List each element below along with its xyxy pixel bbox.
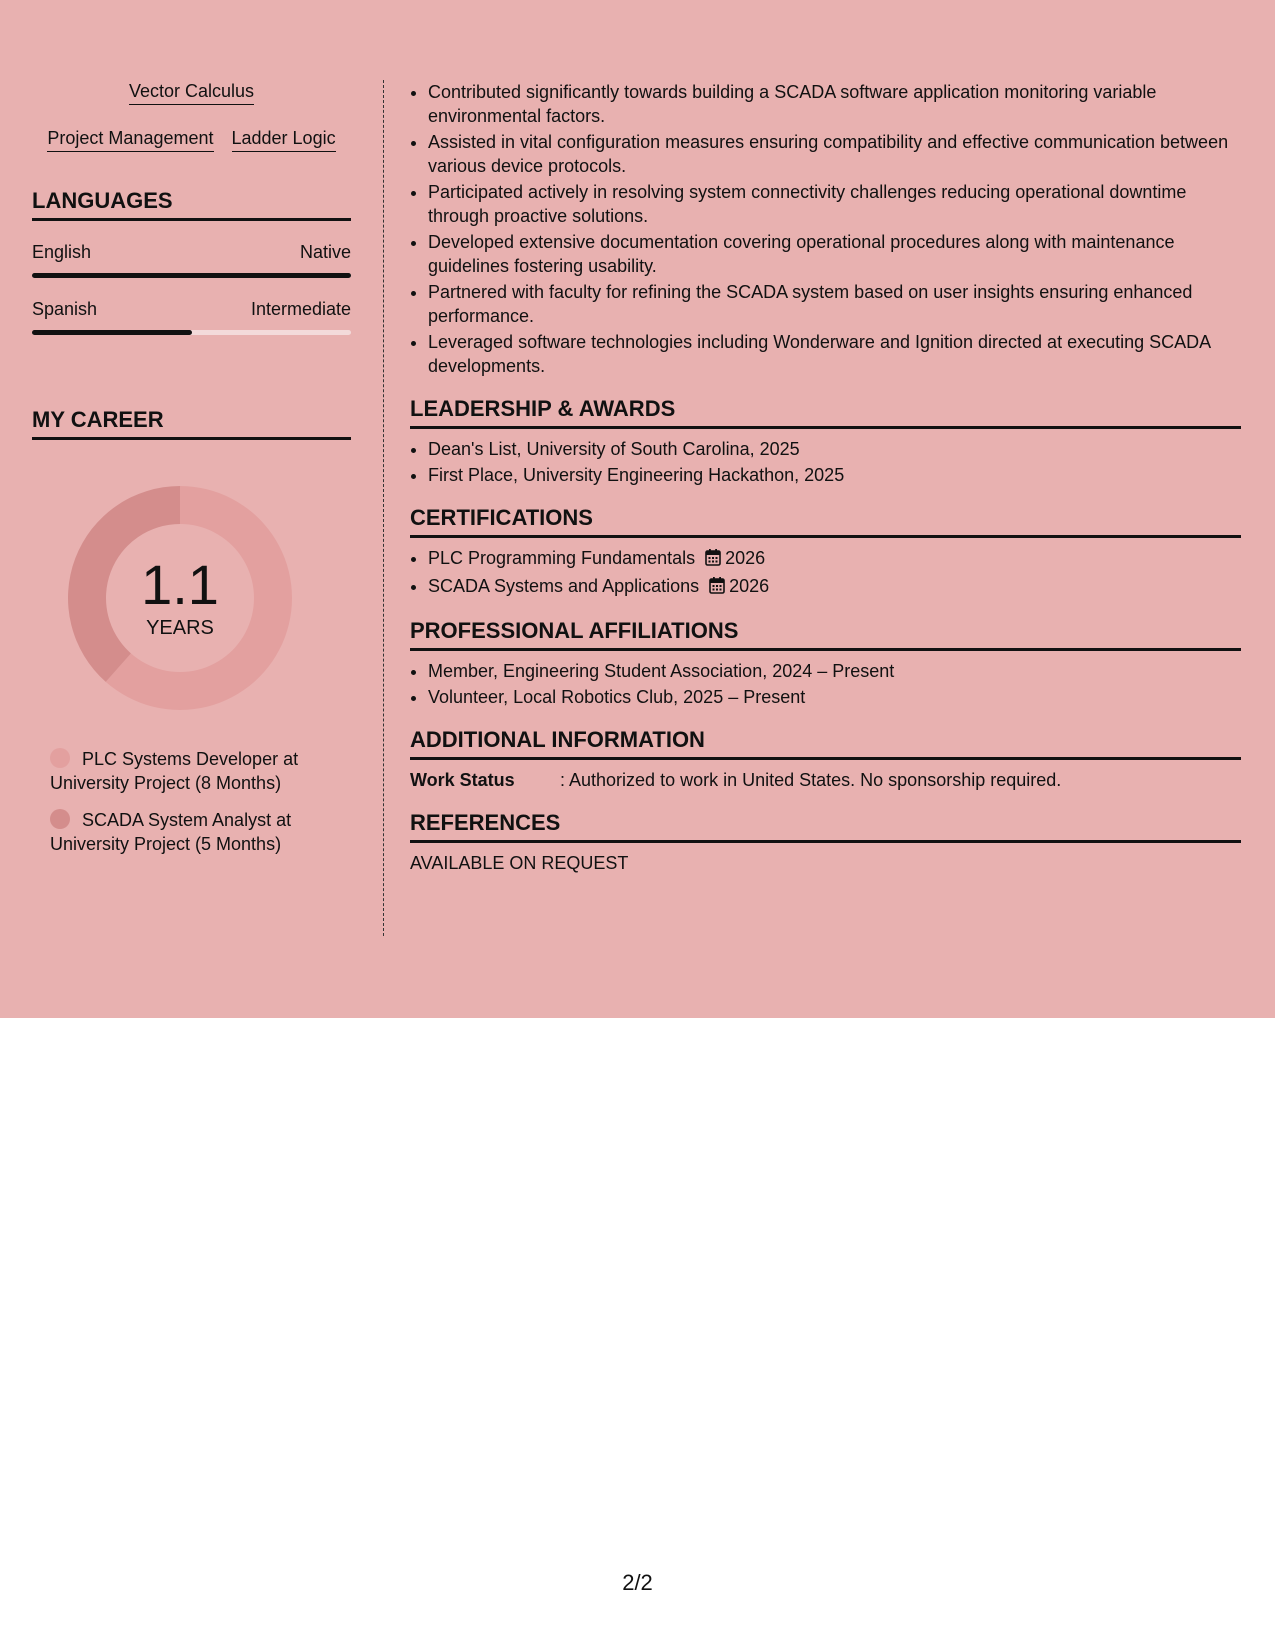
calendar-icon [709, 576, 725, 600]
experience-bullet: • Developed extensive documentation covering operational procedures along with maintenance guidelines fostering usability. [428, 230, 1241, 278]
skill-tag: Vector Calculus [129, 80, 254, 105]
experience-bullet: • Partnered with faculty for refining the SCADA system based on user insights ensuring enhanced performance. [428, 280, 1241, 328]
leadership-list [410, 437, 1241, 487]
language-name: English [32, 242, 92, 262]
right-column [410, 80, 1241, 875]
career-years-value: 1.1 [141, 553, 219, 616]
language-proficiency-fill [32, 273, 351, 278]
language-proficiency-bar [32, 330, 351, 335]
experience-bullet: • Participated actively in resolving system connectivity challenges reducing operational downtime through proactive solutions. [428, 180, 1241, 228]
career-role-label: SCADA System Analyst at University Project (5 Months) [50, 810, 292, 854]
certification-name: PLC Programming Fundamentals [428, 548, 696, 568]
career-role-label: PLC Systems Developer at University Project (8 Months) [50, 749, 299, 793]
career-legend [50, 747, 351, 856]
language-level: Native [299, 242, 351, 262]
leadership-heading: LEADERSHIP & AWARDS [410, 396, 1241, 429]
skills-row [32, 127, 351, 152]
language-item [32, 241, 351, 278]
language-name: Spanish [32, 299, 98, 319]
additional-info-heading: ADDITIONAL INFORMATION [410, 727, 1241, 760]
work-status-label: Work Status [410, 770, 515, 790]
legend-dot [50, 748, 70, 768]
certification-year: 2026 [729, 576, 770, 596]
work-status-value: : Authorized to work in United States. No sponsorship required. [560, 770, 1062, 790]
language-level: Intermediate [250, 299, 351, 319]
legend-dot [50, 809, 70, 829]
certification-item [428, 574, 1241, 600]
affiliations-list [410, 659, 1241, 709]
career-heading: MY CAREER [32, 407, 351, 440]
skills-row [32, 80, 351, 105]
certification-item [428, 546, 1241, 572]
skill-tag: Project Management [47, 127, 213, 152]
calendar-icon [705, 548, 721, 572]
references-heading: REFERENCES [410, 810, 1241, 843]
languages-heading: LANGUAGES [32, 188, 351, 221]
career-years-unit: YEARS [146, 617, 214, 639]
experience-bullet: • Contributed significantly towards building a SCADA software application monitoring variable environmental factors. [428, 80, 1241, 128]
leadership-item: • Dean's List, University of South Carolina, 2025 [428, 437, 1241, 461]
leadership-item: • First Place, University Engineering Hackathon, 2025 [428, 463, 1241, 487]
page-number: 2/2 [622, 1570, 653, 1595]
career-legend-item [50, 747, 320, 795]
work-status-row [410, 768, 1241, 792]
affiliation-item: • Member, Engineering Student Association, 2024 – Present [428, 659, 1241, 683]
career-donut-chart [67, 485, 293, 711]
certifications-heading: CERTIFICATIONS [410, 505, 1241, 538]
column-divider [383, 80, 384, 936]
experience-bullet-list [410, 80, 1241, 378]
experience-bullet: • Assisted in vital configuration measures ensuring compatibility and effective communication between various device protocols. [428, 130, 1241, 178]
left-column [32, 80, 351, 869]
language-proficiency-fill [32, 330, 192, 335]
certification-name: SCADA Systems and Applications [428, 576, 700, 596]
certification-year: 2026 [725, 548, 766, 568]
references-text: AVAILABLE ON REQUEST [410, 853, 629, 873]
certifications-list [410, 546, 1241, 600]
skill-tag: Ladder Logic [232, 127, 336, 152]
language-proficiency-bar [32, 273, 351, 278]
affiliations-heading: PROFESSIONAL AFFILIATIONS [410, 618, 1241, 651]
experience-bullet: • Leveraged software technologies including Wonderware and Ignition directed at executing SCADA developments. [428, 330, 1241, 378]
career-legend-item [50, 808, 320, 856]
language-item [32, 298, 351, 335]
affiliation-item: • Volunteer, Local Robotics Club, 2025 – Present [428, 685, 1241, 709]
